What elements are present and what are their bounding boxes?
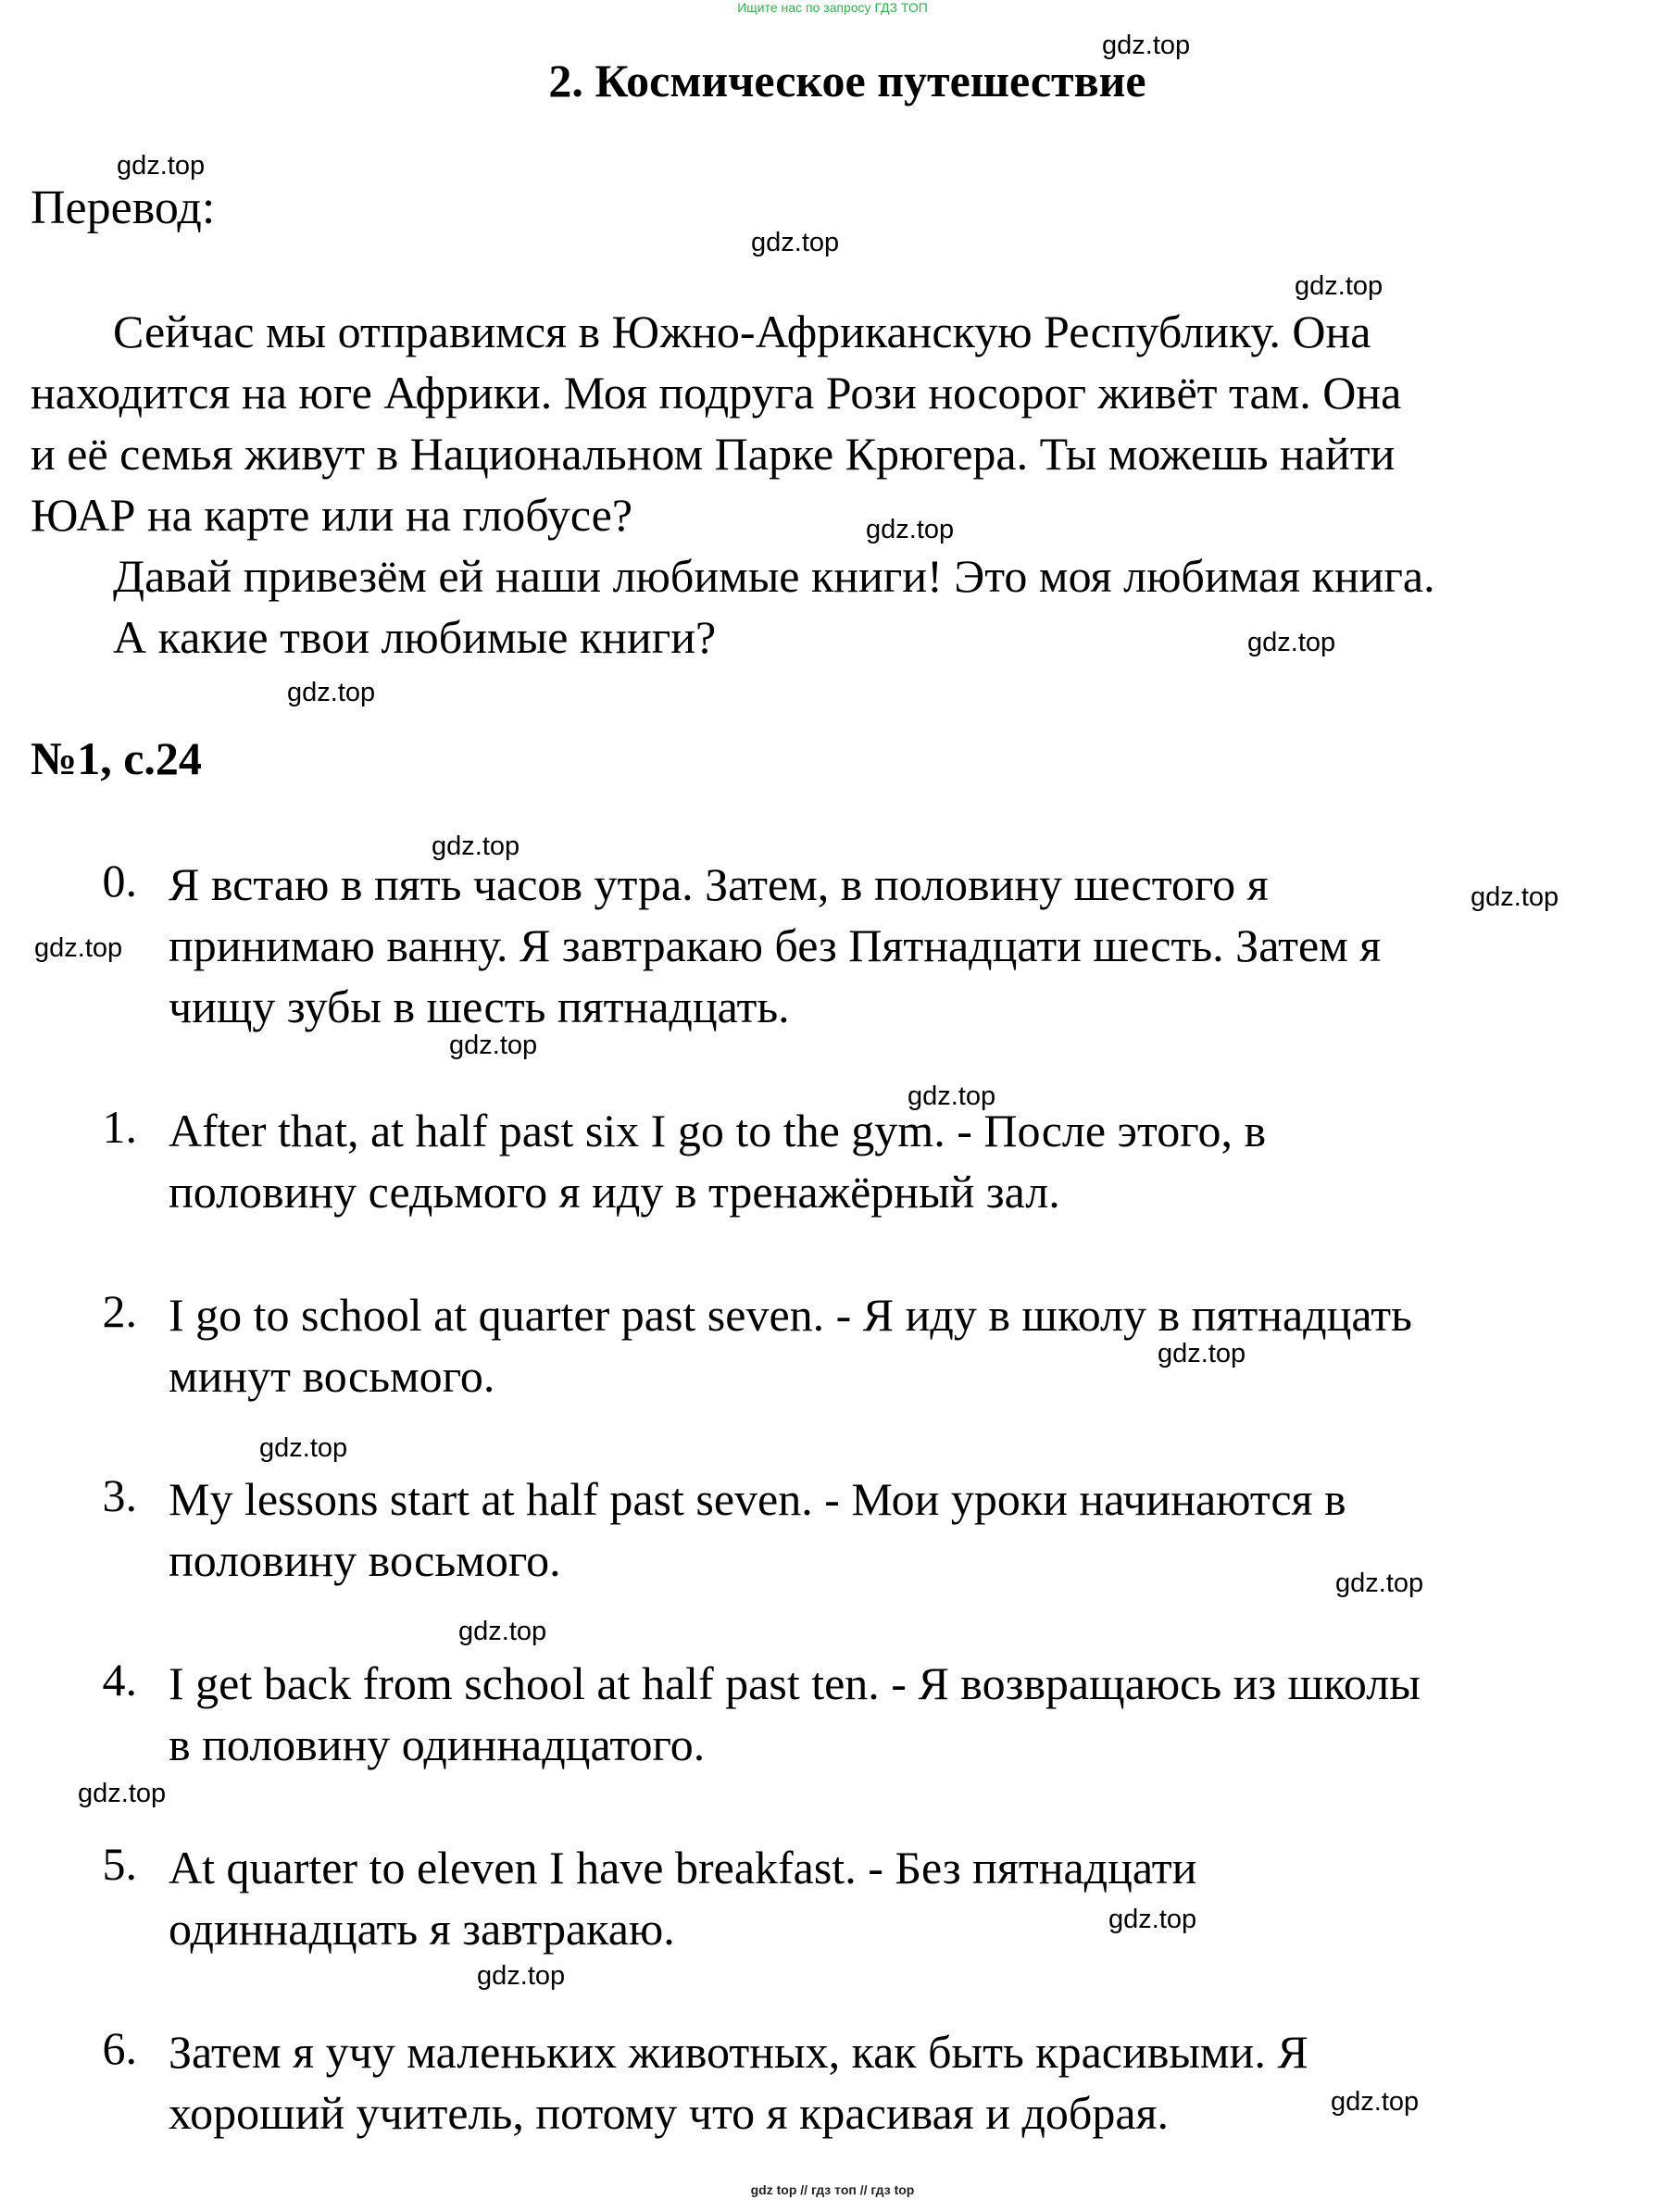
paragraph1-line: и её семья живут в Национальном Парке Крюгера. Ты можешь найти [31, 428, 1396, 480]
item-number: 0. [102, 855, 137, 906]
watermark: gdz.top [866, 515, 955, 544]
watermark: gdz.top [1471, 882, 1559, 912]
item-line: половину восьмого. [169, 1534, 561, 1586]
item-line: минут восьмого. [169, 1350, 495, 1402]
page-title: 2. Космическое путешествие [548, 55, 1146, 106]
footer: gdz top // гдз топ // гдз top [750, 2182, 915, 2197]
exercise-heading: №1, с.24 [31, 732, 202, 784]
watermark: gdz.top [287, 678, 376, 707]
item-number: 1. [102, 1101, 137, 1153]
item-number: 4. [102, 1654, 137, 1706]
watermark: gdz.top [432, 831, 520, 861]
watermark: gdz.top [908, 1081, 996, 1111]
item-number: 2. [102, 1285, 137, 1337]
item-number: 5. [102, 1838, 137, 1890]
item-line: принимаю ванну. Я завтракаю без Пятнадцати шесть. Затем я [169, 919, 1382, 971]
watermark: gdz.top [1158, 1339, 1246, 1368]
paragraph1-line: Сейчас мы отправимся в Южно-Африканскую Республику. Она [113, 306, 1371, 357]
watermark: gdz.top [1331, 2087, 1420, 2117]
watermark: gdz.top [259, 1433, 348, 1463]
item-line: I get back from school at half past ten. - Я возвращаюсь из школы [169, 1657, 1421, 1709]
item-number: 3. [102, 1469, 137, 1521]
item-line: одиннадцать я завтракаю. [169, 1903, 675, 1955]
watermark: gdz.top [78, 1779, 167, 1808]
item-line: хороший учитель, потому что я красивая и добрая. [169, 2087, 1170, 2139]
watermark: gdz.top [117, 151, 206, 181]
watermark: gdz.top [751, 228, 840, 257]
item-number: 6. [102, 2022, 137, 2074]
watermark: gdz.top [477, 1961, 566, 1991]
watermark: gdz.top [1108, 1905, 1197, 1934]
paragraph1-line: находится на юге Африки. Моя подруга Рози носорог живёт там. Она [31, 367, 1402, 419]
paragraph1-line: ЮАР на карте или на глобусе? [31, 489, 633, 541]
watermark: gdz.top [1102, 31, 1191, 60]
item-line: в половину одиннадцатого. [169, 1718, 706, 1770]
watermark: gdz.top [449, 1031, 538, 1060]
item-line: Я встаю в пять часов утра. Затем, в половину шестого я [169, 858, 1269, 910]
watermark: gdz.top [1295, 271, 1383, 301]
watermark: gdz.top [1247, 628, 1336, 657]
item-line: At quarter to eleven I have breakfast. - Без пятнадцати [169, 1842, 1197, 1893]
item-line: My lessons start at half past seven. - Мои уроки начинаются в [169, 1473, 1346, 1525]
item-line: I go to school at quarter past seven. - Я иду в школу в пятнадцать [169, 1289, 1412, 1341]
top-banner: Ищите нас по запросу ГДЗ ТОП [737, 0, 928, 15]
item-line: чищу зубы в шесть пятнадцать. [169, 981, 790, 1032]
item-line: After that, at half past six I go to the gym. - После этого, в [169, 1105, 1267, 1156]
watermark: gdz.top [458, 1617, 547, 1646]
watermark: gdz.top [1335, 1568, 1424, 1598]
item-line: половину седьмого я иду в тренажёрный зал. [169, 1166, 1060, 1218]
paragraph2-line: А какие твои любимые книги? [113, 611, 717, 663]
item-line: Затем я учу маленьких животных, как быть красивыми. Я [169, 2026, 1308, 2078]
paragraph2-line: Давай привезём ей наши любимые книги! Это моя любимая книга. [113, 550, 1435, 602]
translation-heading: Перевод: [31, 181, 216, 234]
watermark: gdz.top [34, 933, 123, 963]
